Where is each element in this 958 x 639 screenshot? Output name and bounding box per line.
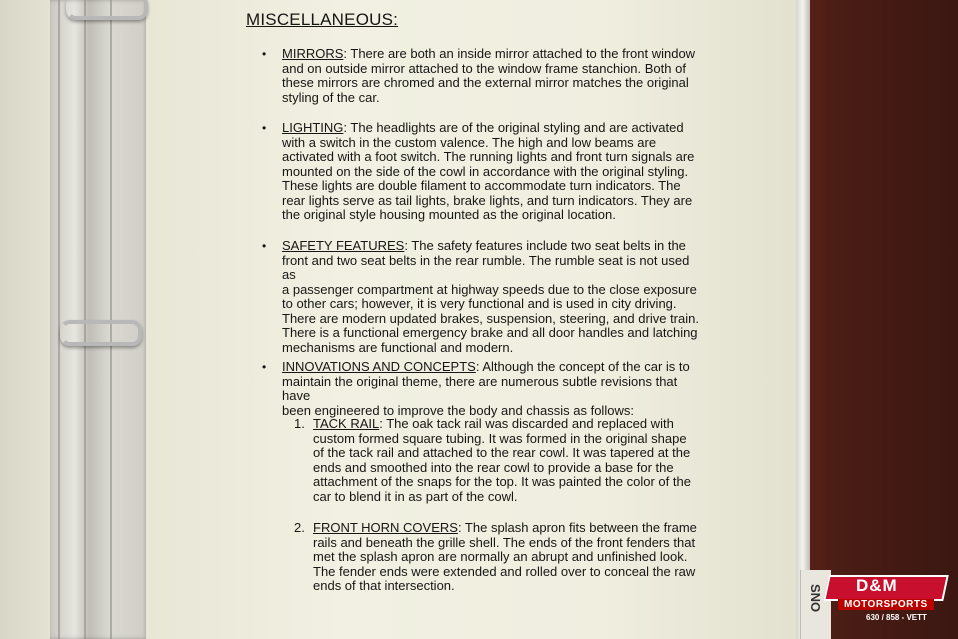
item-line: : The safety features include two seat belts in the (404, 238, 686, 253)
item-line: The fender ends were extended and rolled over to conceal the raw (313, 563, 696, 579)
item-line: of the tack rail and attached to the rear cowl. It was tapered at the (313, 445, 691, 460)
item-heading: MIRRORS (282, 46, 344, 61)
item-line: rear lights serve as tail lights, brake lights, and turn indicators. They are (282, 192, 693, 208)
bullet-dot: • (262, 47, 267, 61)
item-line: the original style housing mounted as the original location. (282, 207, 616, 222)
document-text (146, 0, 796, 639)
item-line: activated with a foot switch. The running lights and front turn signals are (282, 149, 695, 164)
page-sleeve-edge (796, 0, 810, 639)
item-heading: SAFETY FEATURES (282, 238, 405, 253)
item-line: attachment of the snaps for the top. It was painted the color of the (313, 474, 691, 489)
item-line: ends and smoothed into the rear cowl to provide a base for the (313, 459, 674, 475)
list-item-lighting (282, 121, 702, 223)
binder-ring-top (66, 0, 148, 20)
list-item-innovations (282, 360, 702, 418)
bullet-dot: • (262, 360, 267, 374)
tab-label: SNO (808, 584, 823, 613)
item-line: custom formed square tubing. It was formed in the original shape (313, 430, 687, 446)
item-line: : The splash apron fits between the frame (457, 520, 697, 535)
page-title: MISCELLANEOUS: (246, 10, 399, 29)
subitem-number: 2. (294, 520, 305, 535)
item-line: : There are both an inside mirror attached to the front window (343, 46, 696, 61)
bullet-dot: • (262, 239, 267, 253)
subitem-number: 1. (294, 416, 305, 431)
logo-name: D&M (856, 576, 898, 595)
logo-line3: 630 / 858 - VETT (866, 613, 927, 622)
item-line: to other cars; however, it is very functional and is used in city driving. (282, 296, 677, 311)
item-line: : Although the concept of the car is to (475, 359, 690, 374)
subitem-heading: FRONT HORN COVERS (313, 520, 458, 535)
item-line: these mirrors are chromed and the external mirror matches the original (282, 75, 689, 90)
subitem-tack-rail (313, 417, 697, 504)
item-line: These lights are double filament to accommodate turn indicators. The (282, 178, 681, 193)
bullet-dot: • (262, 121, 267, 135)
item-line: with a switch in the custom valence. The high and low beams are (282, 134, 657, 150)
item-line: styling of the car. (282, 89, 380, 105)
item-line: front and two seat belts in the rear rumble. The rumble seat is not used as (282, 252, 690, 282)
item-line: been engineered to improve the body and chassis as follows: (282, 402, 634, 418)
item-line: maintain the original theme, there are numerous subtle revisions that have (282, 373, 678, 403)
item-line: mechanisms are functional and modern. (282, 339, 514, 355)
binder-ring-middle (60, 320, 142, 346)
list-item-safety-features (282, 239, 702, 355)
logo-line2: MOTORSPORTS (838, 599, 934, 610)
item-line: a passenger compartment at highway speeds due to the close exposure (282, 281, 697, 297)
dm-motorsports-logo (826, 575, 946, 627)
item-heading: INNOVATIONS AND CONCEPTS (282, 359, 476, 374)
item-line: mounted on the side of the cowl in accordance with the original styling. (282, 163, 689, 179)
item-line: and on outside mirror attached to the window frame stanchion. Both of (282, 60, 686, 76)
item-line: met the splash apron are normally an abrupt and unfinished look. (313, 549, 688, 564)
subitem-heading: TACK RAIL (313, 416, 380, 431)
item-line: rails and beneath the grille shell. The ends of the front fenders that (313, 534, 696, 550)
item-line: : The headlights are of the original styling and are activated (343, 120, 684, 135)
subitem-front-horn-covers (313, 521, 697, 594)
item-heading: LIGHTING (282, 120, 344, 135)
item-line: There is a functional emergency brake and all door handles and latching (282, 325, 698, 340)
item-line: : The oak tack rail was discarded and replaced with (379, 416, 674, 431)
item-line: There are modern updated brakes, suspension, steering, and drive train. (282, 310, 699, 326)
list-item-mirrors (282, 47, 702, 105)
item-line: ends of that intersection. (313, 578, 455, 593)
item-line: car to blend it in as part of the cowl. (313, 488, 518, 504)
wood-table (790, 0, 958, 639)
